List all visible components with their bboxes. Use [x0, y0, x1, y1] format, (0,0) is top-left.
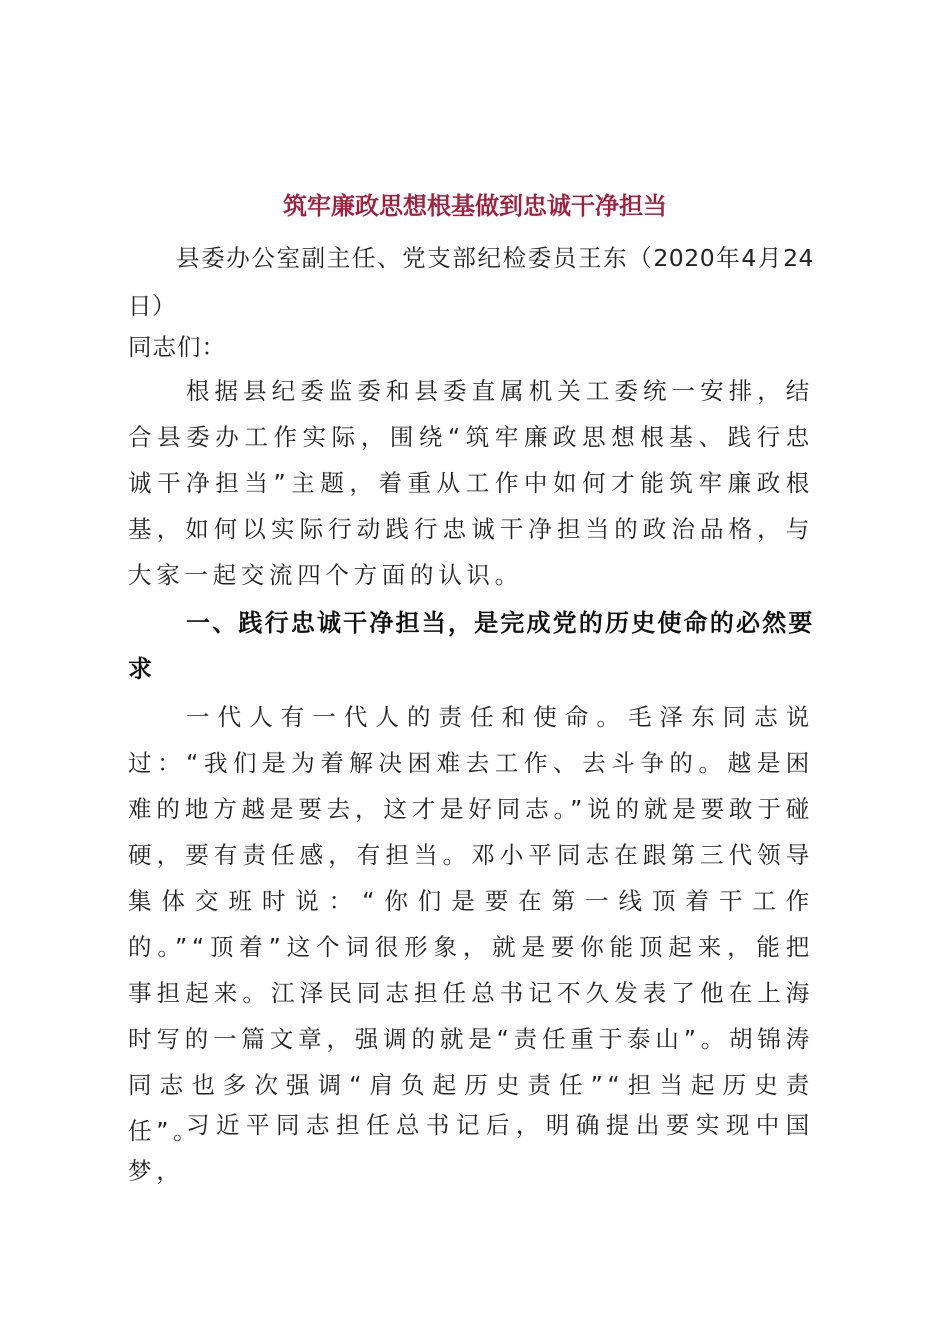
intro-paragraph: 根据县纪委监委和县委直属机关工委统一安排，结合县委办工作实际，围绕“筑牢廉政思想根基、践行忠诚干净担当”主题，着重从工作中如何才能筑牢廉政根基，如何以实际行动践行忠诚干净担当的政治品格，与大家一起交流四个方面的认识。: [128, 377, 814, 589]
greeting: 同志们：: [128, 333, 226, 361]
body-paragraph-2: 习近平同志担任总书记后，明确提出要实现中国梦，: [128, 1111, 814, 1185]
author-line: 县委办公室副主任、党支部纪检委员王东（2020年4月24日）: [128, 244, 814, 320]
section-heading-1: 一、践行忠诚干净担当，是完成党的历史使命的必然要求: [128, 609, 814, 683]
document-title: 筑牢廉政思想根基做到忠诚干净担当: [283, 191, 667, 220]
body-paragraph-1: 一代人有一代人的责任和使命。毛泽东同志说过：“我们是为着解决困难去工作、去斗争的。越是困难的地方越是要去，这才是好同志。”说的就是要敢于碰硬，要有责任感，有担当。邓小平同志在跟第三代领导集体交班时说：“你们是要在第一线顶着干工作的。”“顶着”这个词很形象，就是要你能顶起来，能把事担起来。江泽民同志担任总书记不久发表了他在上海时写的一篇文章，强调的就是“责任重于泰山”。胡锦涛同志也多次强调“肩负起历史责任”“担当起历史责任”。: [128, 703, 814, 1145]
